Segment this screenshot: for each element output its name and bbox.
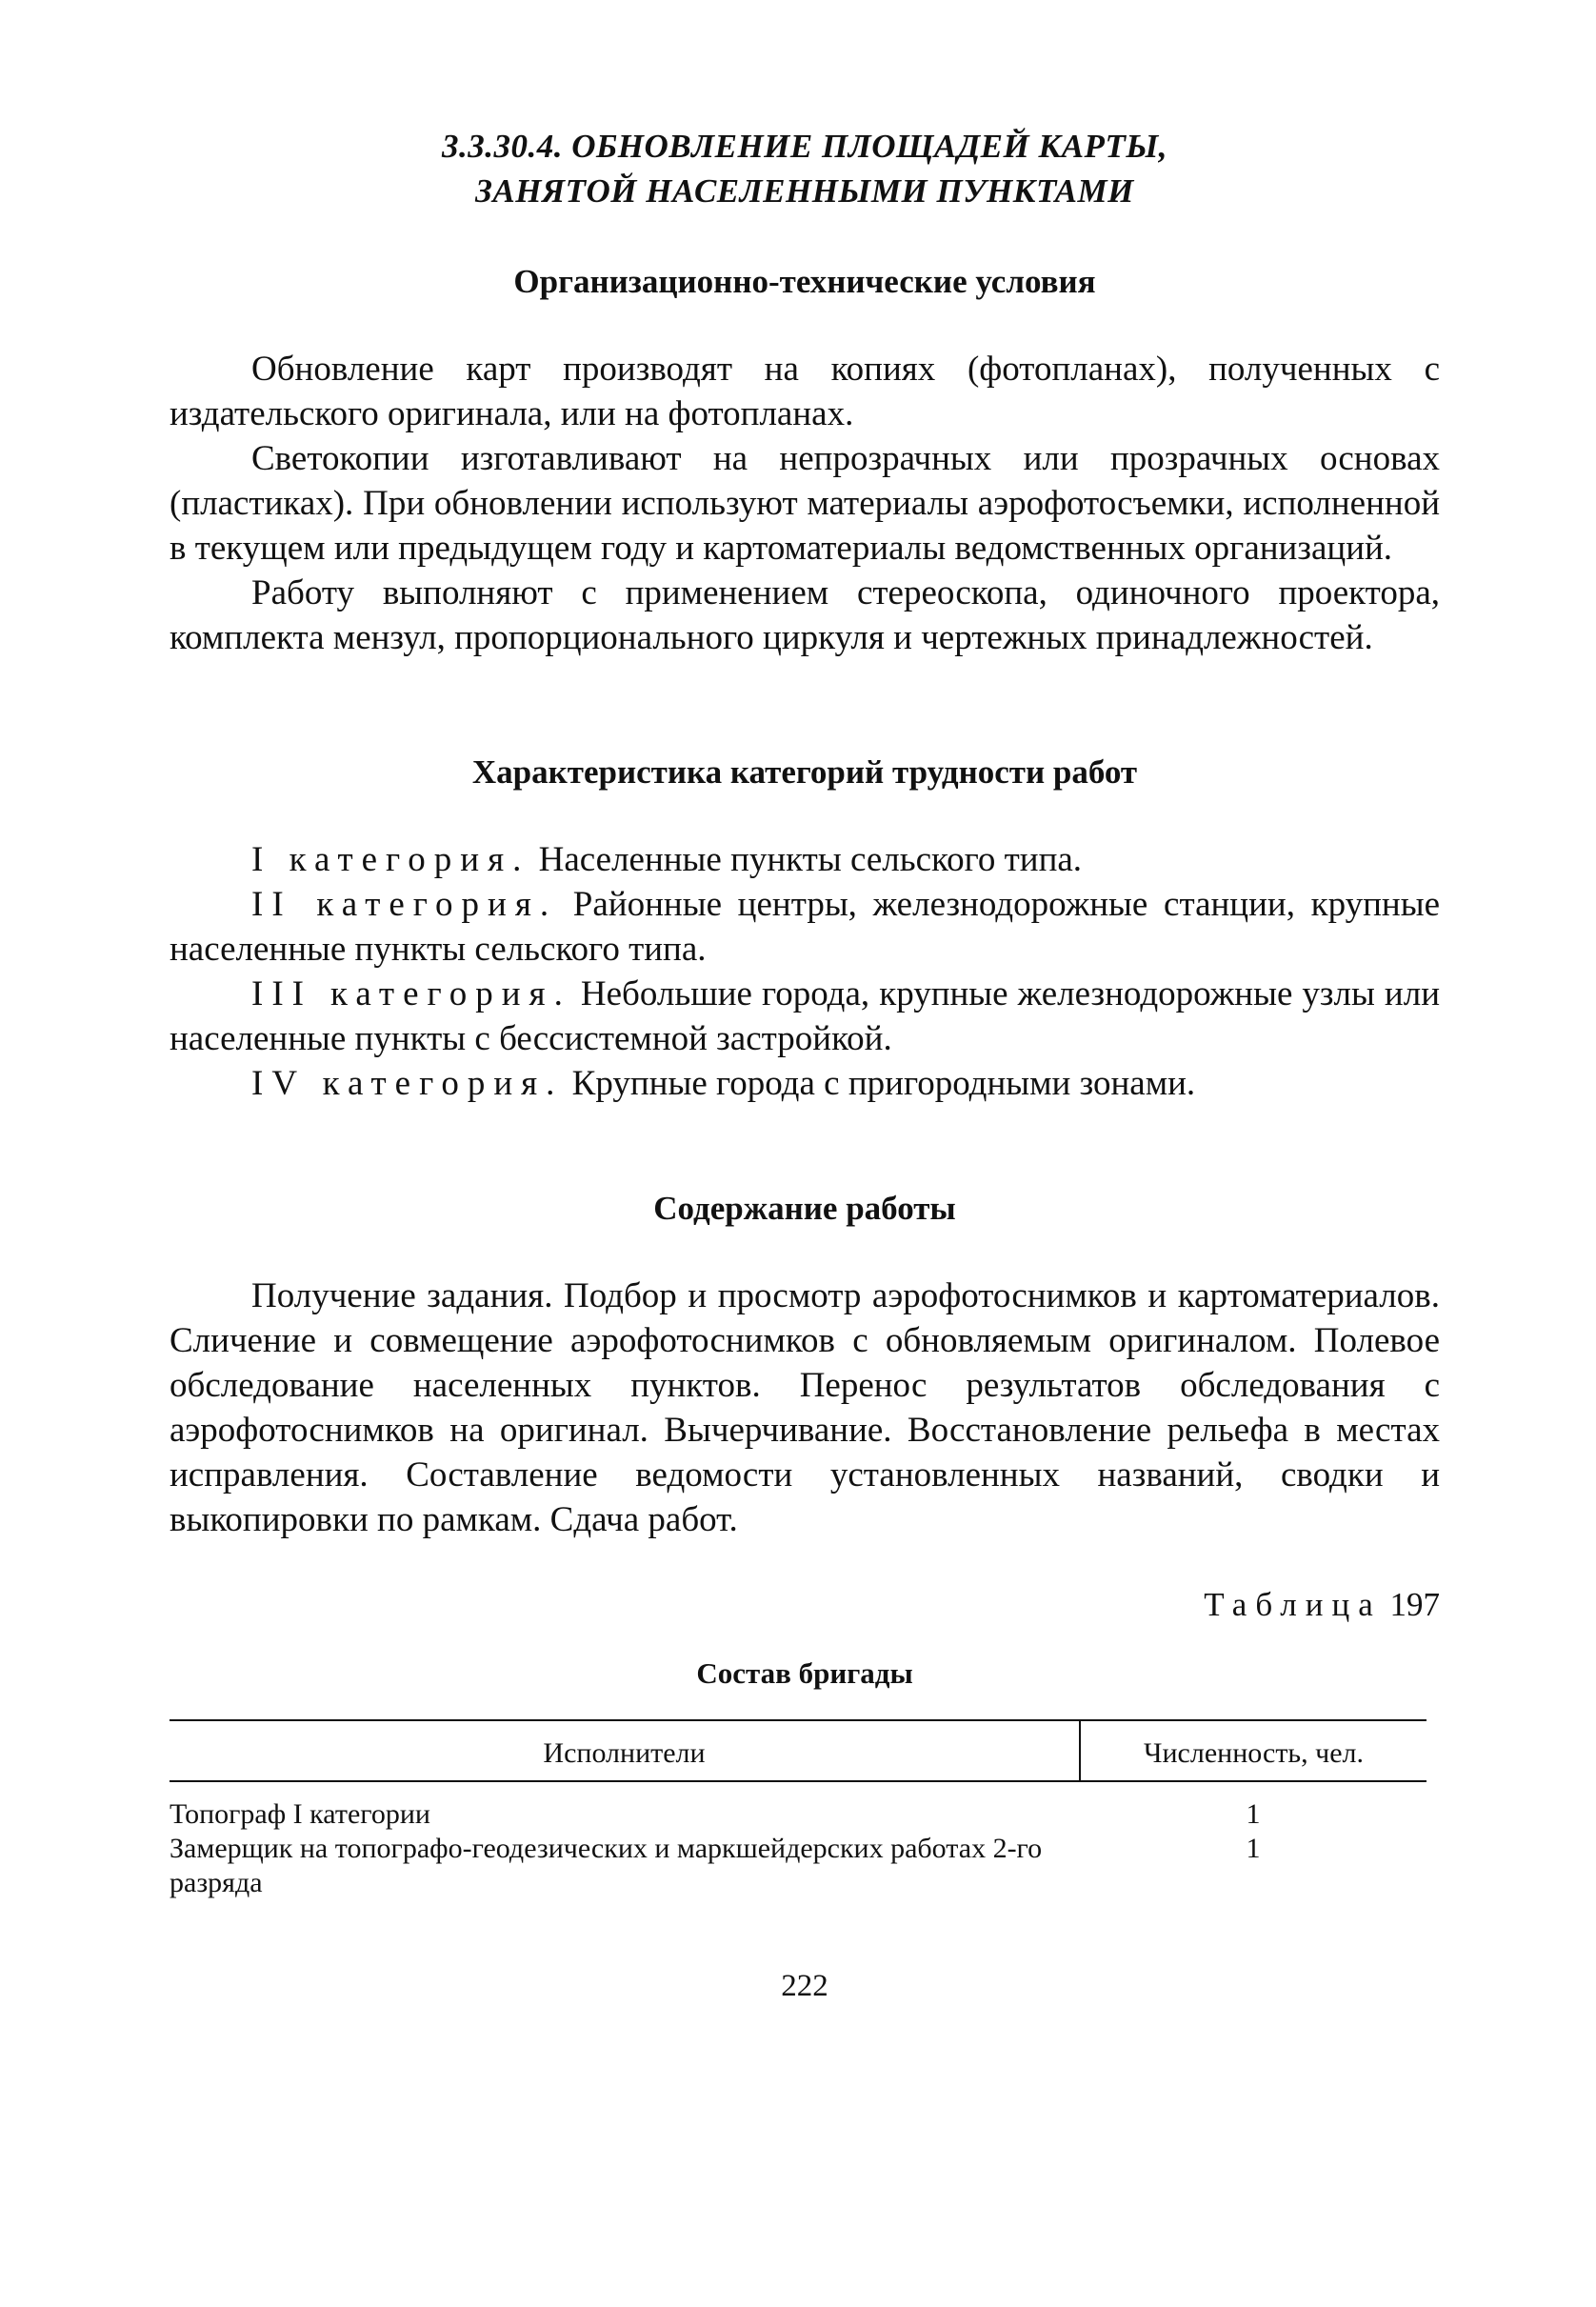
table-header-row: [170, 1720, 1426, 1781]
table-row: [170, 1832, 1426, 1900]
work-paragraph: Получение задания. Подбор и просмотр аэрофотоснимков и картоматериалов. Сличение и совмещение аэрофотоснимков с обновляемым оригиналом. Полевое обследование населенных пунктов. Перенос результатов обследования с аэрофотоснимков на оригинал. Вычерчивание. Восстановление рельефа в местах исправления. Составление ведомости установленных названий, сводки и выкопировки по рамкам. Сдача работ.: [170, 1276, 1440, 1539]
crew-table: [170, 1719, 1426, 1900]
page-number: 222: [781, 1969, 828, 2003]
work-content-heading: Содержание работы: [653, 1190, 956, 1227]
table-caption: Состав бригады: [696, 1656, 913, 1690]
categories-heading: Характеристика категорий трудности работ: [471, 753, 1138, 791]
category-item: [170, 882, 1440, 972]
category-text: Крупные города с пригородными зонами.: [563, 1064, 1196, 1103]
category-label: III категория.: [251, 974, 571, 1013]
work-content-body: [170, 1274, 1440, 1542]
category-label: I категория.: [251, 840, 530, 879]
table-number: [170, 1584, 1440, 1626]
category-text: Районные центры, железнодорожные станции, крупные населенные пункты сельского типа.: [170, 885, 1440, 969]
table-number-value: 197: [1389, 1586, 1440, 1623]
categories-list: [170, 837, 1440, 1106]
category-text: Небольшие города, крупные железнодорожные узлы или населенные пункты с бессистемной застройкой.: [170, 974, 1440, 1058]
category-label: IV категория.: [251, 1064, 564, 1103]
count-cell: 1: [1246, 1798, 1261, 1830]
section-title-line-2: ЗАНЯТОЙ НАСЕЛЕННЫМИ ПУНКТАМИ: [475, 172, 1134, 210]
table-label: Таблица: [1204, 1586, 1382, 1623]
org-paragraph: Работу выполняют с применением стереоскопа, одиночного проектора, комплекта мензул, пропорционального циркуля и чертежных принадлежностей.: [170, 573, 1440, 657]
header-count: Численность, чел.: [1080, 1720, 1426, 1781]
performer-cell: Топограф I категории: [170, 1798, 430, 1830]
category-item: [170, 972, 1440, 1061]
org-conditions-heading: Организационно-технические условия: [513, 263, 1096, 300]
org-paragraph: Светокопии изготавливают на непрозрачных или прозрачных основах (пластиках). При обновлении используют материалы аэрофотосъемки, исполненной в текущем или предыдущем году и картоматериалы ведомственных организаций.: [170, 439, 1440, 568]
category-item: [170, 1061, 1440, 1106]
category-text: Населенные пункты сельского типа.: [529, 840, 1083, 879]
section-title: [170, 124, 1440, 213]
category-label: II категория.: [251, 885, 558, 924]
performer-cell: Замерщик на топографо-геодезических и маркшейдерских работах 2-го разряда: [170, 1833, 1043, 1898]
section-title-line-1: 3.3.30.4. ОБНОВЛЕНИЕ ПЛОЩАДЕЙ КАРТЫ,: [441, 128, 1167, 165]
count-cell: 1: [1246, 1833, 1261, 1864]
category-item: [170, 837, 1440, 882]
header-performers: Исполнители: [170, 1720, 1080, 1781]
table-row: [170, 1781, 1426, 1832]
org-conditions-body: [170, 347, 1440, 660]
document-page: [170, 124, 1440, 2004]
org-paragraph: Обновление карт производят на копиях (фотопланах), полученных с издательского оригинала, или на фотопланах.: [170, 350, 1440, 433]
